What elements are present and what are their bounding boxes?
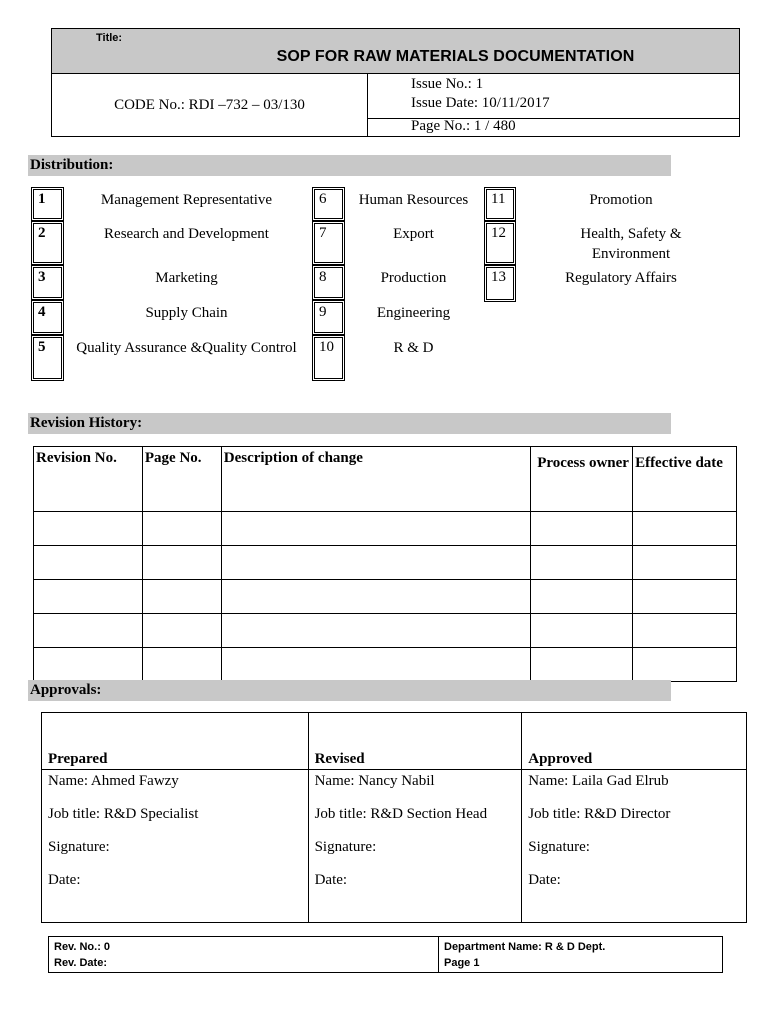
footer-rev-date: Rev. Date: xyxy=(54,957,107,969)
footer-revision-info xyxy=(49,937,439,972)
dist-num-8: 8 xyxy=(312,265,345,300)
dist-label-5: Quality Assurance &Quality Control xyxy=(76,340,297,356)
revised-date[interactable]: Date: xyxy=(314,872,348,888)
table-cell[interactable] xyxy=(531,512,633,546)
table-cell[interactable] xyxy=(34,546,143,580)
col-process-owner: Process owner xyxy=(531,447,633,512)
prepared-name: Name: Ahmed Fawzy xyxy=(48,773,179,789)
revision-history-heading: Revision History: xyxy=(28,413,671,434)
dist-label-3: Marketing xyxy=(155,270,218,286)
issue-info xyxy=(367,73,739,119)
dist-label-6: Human Resources xyxy=(358,192,469,208)
approved-date[interactable]: Date: xyxy=(528,872,561,888)
table-cell[interactable] xyxy=(531,580,633,614)
table-cell[interactable] xyxy=(221,614,530,648)
dist-num-7: 7 xyxy=(312,221,345,265)
page-number: Page No.: 1 / 480 xyxy=(411,118,516,134)
footer-page: Page 1 xyxy=(444,957,480,969)
document-footer xyxy=(48,936,723,973)
col-effective-date: Effective date xyxy=(633,447,737,512)
approved-job-title: Job title: R&D Director xyxy=(528,806,671,822)
prepared-date[interactable]: Date: xyxy=(48,872,81,888)
table-cell[interactable] xyxy=(633,648,737,682)
code-number: CODE No.: RDI –732 – 03/130 xyxy=(52,73,368,137)
revised-cell xyxy=(308,770,522,923)
title-label: Title: xyxy=(96,32,123,44)
col-revision-no: Revision No. xyxy=(34,447,143,512)
dist-num-6: 6 xyxy=(312,187,345,221)
dist-num-9: 9 xyxy=(312,300,345,335)
document-title: SOP FOR RAW MATERIALS DOCUMENTATION xyxy=(276,48,635,65)
approved-name: Name: Laila Gad Elrub xyxy=(528,773,669,789)
table-cell[interactable] xyxy=(142,546,221,580)
dist-label-7: Export xyxy=(393,226,434,242)
dist-num-1: 1 xyxy=(31,187,64,221)
table-row xyxy=(34,512,737,546)
approved-cell xyxy=(522,770,747,923)
table-cell[interactable] xyxy=(142,580,221,614)
table-cell[interactable] xyxy=(221,546,530,580)
dist-label-2: Research and Development xyxy=(104,226,269,242)
revised-job-title: Job title: R&D Section Head xyxy=(314,806,488,822)
dist-num-5: 5 xyxy=(31,335,64,381)
dist-label-10: R & D xyxy=(393,340,434,356)
table-cell[interactable] xyxy=(142,512,221,546)
approvals-body-row xyxy=(42,770,747,923)
table-cell[interactable] xyxy=(633,580,737,614)
dist-label-4: Supply Chain xyxy=(145,305,228,321)
table-cell[interactable] xyxy=(34,580,143,614)
table-cell[interactable] xyxy=(221,648,530,682)
revision-history-table xyxy=(33,446,737,682)
issue-date: Issue Date: 10/11/2017 xyxy=(411,95,550,111)
table-row xyxy=(34,648,737,682)
table-cell[interactable] xyxy=(221,512,530,546)
prepared-cell xyxy=(42,770,309,923)
distribution-heading: Distribution: xyxy=(28,155,671,176)
table-row xyxy=(34,546,737,580)
approvals-header-row xyxy=(42,713,747,770)
footer-rev-no: Rev. No.: 0 xyxy=(54,941,111,953)
table-cell[interactable] xyxy=(34,614,143,648)
approvals-heading: Approvals: xyxy=(28,680,671,701)
table-cell[interactable] xyxy=(34,648,143,682)
footer-department: Department Name: R & D Dept. xyxy=(444,941,606,953)
dist-label-13: Regulatory Affairs xyxy=(565,270,677,286)
dist-num-10: 10 xyxy=(312,335,345,381)
dist-label-9: Engineering xyxy=(376,305,451,321)
table-cell[interactable] xyxy=(34,512,143,546)
dist-label-1: Management Representative xyxy=(100,192,273,208)
issue-number: Issue No.: 1 xyxy=(411,76,484,92)
dist-num-11: 11 xyxy=(484,187,516,221)
table-header-row xyxy=(34,447,737,512)
prepared-job-title: Job title: R&D Specialist xyxy=(48,806,199,822)
table-row xyxy=(34,614,737,648)
dist-label-8: Production xyxy=(380,270,447,286)
table-cell[interactable] xyxy=(531,546,633,580)
table-cell[interactable] xyxy=(633,546,737,580)
table-cell[interactable] xyxy=(221,580,530,614)
table-cell[interactable] xyxy=(633,614,737,648)
dist-num-13: 13 xyxy=(484,265,516,302)
prepared-signature[interactable]: Signature: xyxy=(48,839,110,855)
table-cell[interactable] xyxy=(531,648,633,682)
dist-label-11: Promotion xyxy=(589,192,653,208)
dist-num-2: 2 xyxy=(31,221,64,265)
revised-heading: Revised xyxy=(308,713,522,770)
table-cell[interactable] xyxy=(142,648,221,682)
col-page-no: Page No. xyxy=(142,447,221,512)
approved-heading: Approved xyxy=(522,713,747,770)
revised-name: Name: Nancy Nabil xyxy=(314,773,435,789)
table-row xyxy=(34,580,737,614)
table-cell[interactable] xyxy=(142,614,221,648)
dist-num-4: 4 xyxy=(31,300,64,335)
dist-num-12: 12 xyxy=(484,221,516,265)
col-description: Description of change xyxy=(221,447,530,512)
revised-signature[interactable]: Signature: xyxy=(314,839,377,855)
dist-num-3: 3 xyxy=(31,265,64,300)
approved-signature[interactable]: Signature: xyxy=(528,839,590,855)
prepared-heading: Prepared xyxy=(42,713,309,770)
approvals-table xyxy=(41,712,747,923)
dist-label-12: Health, Safety & Environment xyxy=(580,226,682,262)
table-cell[interactable] xyxy=(531,614,633,648)
table-cell[interactable] xyxy=(633,512,737,546)
document-header xyxy=(51,28,740,137)
footer-department-info xyxy=(439,937,722,972)
title-band xyxy=(52,29,739,74)
